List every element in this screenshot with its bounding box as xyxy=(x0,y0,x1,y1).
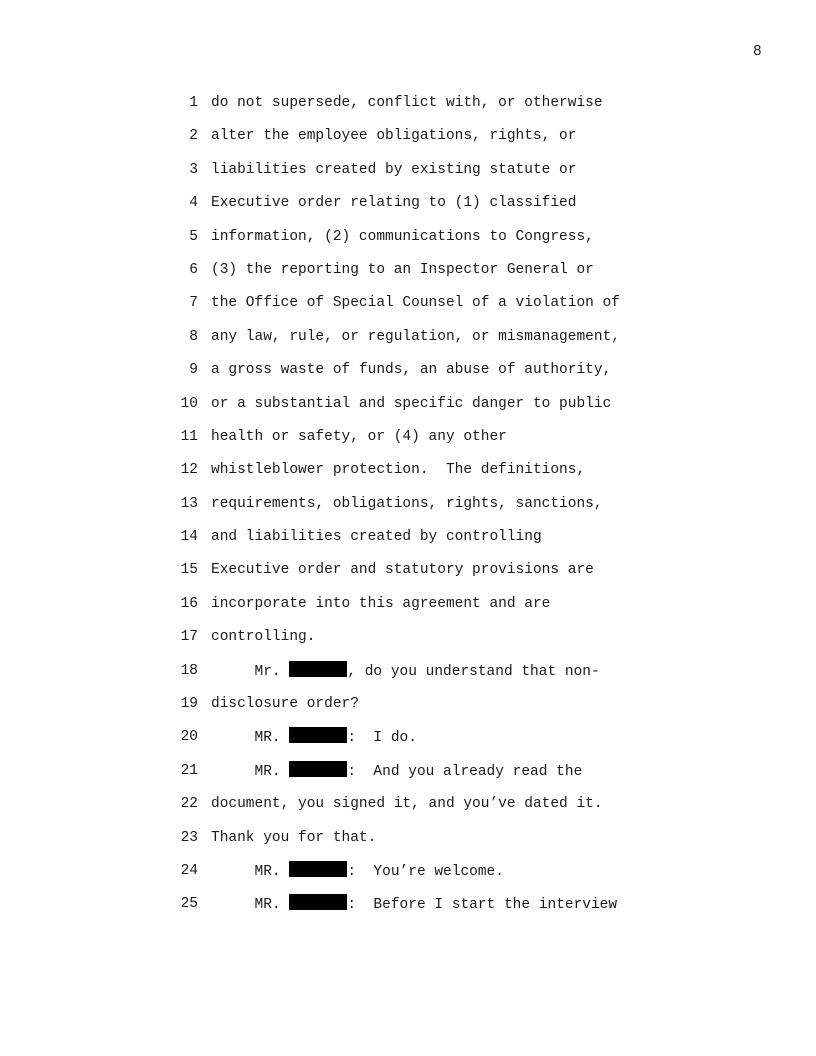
transcript-line xyxy=(0,560,816,593)
line-number: 18 xyxy=(180,662,198,679)
line-text: or a substantial and specific danger to public xyxy=(211,395,612,412)
line-number: 8 xyxy=(189,328,198,345)
line-number: 10 xyxy=(180,395,198,412)
page-number: 8 xyxy=(753,44,762,60)
transcript-line xyxy=(0,694,816,727)
transcript-line xyxy=(0,494,816,527)
line-text: document, you signed it, and you’ve dated it. xyxy=(211,796,603,813)
line-number: 25 xyxy=(180,896,198,913)
line-text: any law, rule, or regulation, or mismanagement, xyxy=(211,328,620,345)
transcript-line xyxy=(0,794,816,827)
transcript-line xyxy=(0,427,816,460)
redaction-box xyxy=(289,661,347,677)
transcript-line xyxy=(0,327,816,360)
line-number: 17 xyxy=(180,629,198,646)
line-text xyxy=(211,727,417,748)
redaction-box xyxy=(289,894,347,910)
line-number: 11 xyxy=(180,428,198,445)
speaker-prefix: MR. xyxy=(211,763,290,780)
line-text: Executive order and statutory provisions are xyxy=(211,562,594,579)
line-remainder: : I do. xyxy=(347,730,417,747)
line-number: 12 xyxy=(180,462,198,479)
speaker-prefix: MR. xyxy=(211,863,290,880)
line-number: 24 xyxy=(180,862,198,879)
transcript-line xyxy=(0,394,816,427)
transcript-line xyxy=(0,160,816,193)
line-text xyxy=(211,761,582,782)
line-text: whistleblower protection. The definitions, xyxy=(211,462,586,479)
line-remainder: , do you understand that non- xyxy=(347,663,600,680)
redaction-box xyxy=(289,761,347,777)
line-remainder: : You’re welcome. xyxy=(347,863,504,880)
transcript-line xyxy=(0,260,816,293)
line-number: 4 xyxy=(189,195,198,212)
line-text: do not supersede, conflict with, or otherwise xyxy=(211,95,603,111)
line-number: 7 xyxy=(189,295,198,312)
line-text xyxy=(211,861,504,882)
line-number: 22 xyxy=(180,796,198,813)
line-text: and liabilities created by controlling xyxy=(211,529,542,546)
transcript-line xyxy=(0,360,816,393)
line-number: 15 xyxy=(180,562,198,579)
transcript-line xyxy=(0,594,816,627)
transcript-line xyxy=(0,126,816,159)
line-text xyxy=(211,661,600,682)
line-number: 14 xyxy=(180,529,198,546)
line-text: requirements, obligations, rights, sanctions, xyxy=(211,495,603,512)
line-text: Thank you for that. xyxy=(211,829,377,846)
line-number: 13 xyxy=(180,495,198,512)
line-number: 21 xyxy=(180,762,198,779)
line-text: incorporate into this agreement and are xyxy=(211,595,551,612)
line-text: information, (2) communications to Congress, xyxy=(211,228,594,245)
line-text: the Office of Special Counsel of a violation of xyxy=(211,295,620,312)
transcript-line xyxy=(0,627,816,660)
line-remainder: : Before I start the interview xyxy=(347,897,618,914)
speaker-prefix: MR. xyxy=(211,730,290,747)
transcript-line xyxy=(0,460,816,493)
transcript-line xyxy=(0,761,816,794)
line-text: controlling. xyxy=(211,629,316,646)
transcript-line xyxy=(0,727,816,760)
transcript-line xyxy=(0,193,816,226)
line-number: 20 xyxy=(180,729,198,746)
line-remainder: : And you already read the xyxy=(347,763,583,780)
line-text: liabilities created by existing statute or xyxy=(211,161,577,178)
transcript-line xyxy=(0,93,816,126)
transcript-line xyxy=(0,894,816,927)
transcript-line xyxy=(0,527,816,560)
redaction-box xyxy=(289,727,347,743)
transcript-line xyxy=(0,861,816,894)
transcript-body xyxy=(0,93,816,928)
line-number: 19 xyxy=(180,696,198,713)
line-number: 16 xyxy=(180,595,198,612)
line-number: 6 xyxy=(189,261,198,278)
transcript-line xyxy=(0,227,816,260)
transcript-line xyxy=(0,828,816,861)
transcript-line xyxy=(0,293,816,326)
line-number: 2 xyxy=(189,128,198,145)
line-text: alter the employee obligations, rights, or xyxy=(211,128,577,145)
line-text: Executive order relating to (1) classified xyxy=(211,195,577,212)
line-text: (3) the reporting to an Inspector General or xyxy=(211,261,594,278)
line-number: 1 xyxy=(189,95,198,111)
transcript-line xyxy=(0,661,816,694)
line-number: 3 xyxy=(189,161,198,178)
line-text: disclosure order? xyxy=(211,696,359,713)
line-number: 9 xyxy=(189,362,198,379)
line-text: health or safety, or (4) any other xyxy=(211,428,507,445)
speaker-prefix: MR. xyxy=(211,897,290,914)
line-text xyxy=(211,894,617,915)
speaker-prefix: Mr. xyxy=(211,663,290,680)
redaction-box xyxy=(289,861,347,877)
line-number: 23 xyxy=(180,829,198,846)
line-text: a gross waste of funds, an abuse of authority, xyxy=(211,362,612,379)
line-number: 5 xyxy=(189,228,198,245)
